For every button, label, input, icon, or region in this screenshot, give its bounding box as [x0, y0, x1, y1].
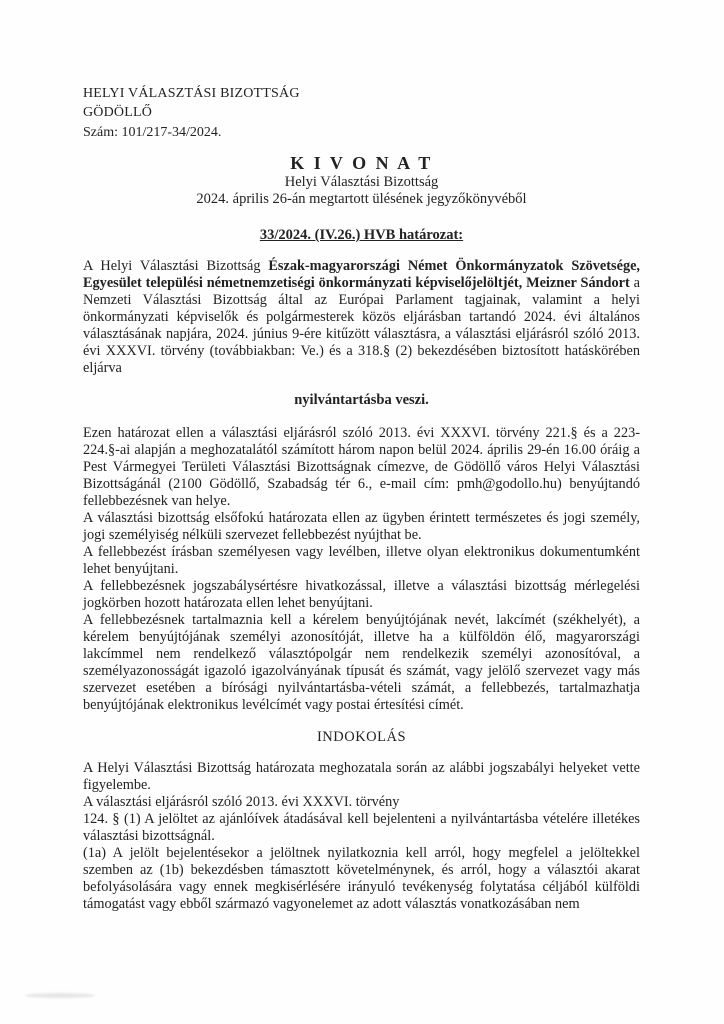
letterhead [83, 84, 640, 142]
appeal-paragraph: A fellebbezést írásban személyesen vagy levélben, illetve olyan elektronikus dokumentumként lehet benyújtani. [83, 544, 640, 577]
reasoning-section [83, 760, 640, 913]
scan-artifact [25, 993, 95, 998]
document-content [83, 84, 640, 913]
appeal-paragraph: A választási bizottság elsőfokú határozata ellen az ügyben érintett természetes és jogi személy, jogi személyiség nélküli szervezet fellebbezést nyújthat be. [83, 510, 640, 543]
reasoning-paragraph: 124. § (1) A jelöltet az ajánlóívek átadásával kell bejelenteni a nyilvántartásba vételére illetékes választási bizottságnál. [83, 811, 640, 844]
title-block [83, 152, 640, 208]
decision-heading [83, 226, 640, 244]
appeal-paragraph: A fellebbezésnek tartalmaznia kell a kérelem benyújtójának nevét, lakcímét (székhelyét), a kérelem benyújtójának személyi azonosítóját, illetve ha a külföldön élő, magyarországi lakcímmel nem rendelkező választópolgár nem rendelkezik személyi azonosítóval, a személyazonosságát igazoló igazolványának típusát és számát, vagy jelölő szervezet vagy más szervezet esetében a bírósági nyilvántartásba-vételi számát, a fellebbezés, tartalmazhatja benyújtójának elektronikus levélcímét vagy postai értesítési címét. [83, 612, 640, 713]
extract-title: K I V O N A T [290, 153, 433, 173]
decision-continuation: a Nemzeti Választási Bizottság által az Európai Parlament tagjainak, valamint a helyi önkormányzati képviselők és polgármesterek közös eljárásban tartandó 2024. évi általános választásának napjára, 2024. június 9-ére kitűzött választásra, a választási eljárásról szóló 2013. évi XXXVI. törvény (továbbiakban: Ve.) és a 318.§ (2) bekezdésében biztosított hatáskörében eljárva [83, 275, 640, 376]
appeal-section [83, 425, 640, 714]
reasoning-heading: INDOKOLÁS [316, 729, 407, 745]
reasoning-paragraph: (1a) A jelölt bejelentésekor a jelöltnek nyilatkoznia kell arról, hogy megfelel a jelöltekkel szemben az (1b) bekezdésben támasztott követelménynek, és arról, hogy a választói akarat befolyásolására vagy ennek megkisérlésére irányuló tevékenység folytatása céljából külföldi támogatást vagy ebből származó vagyonelemet az adott választás vonatkozásában nem [83, 845, 640, 912]
reasoning-paragraph: A választási eljárásról szóló 2013. évi XXXVI. törvény [83, 794, 400, 810]
operative-clause: nyilvántartásba veszi. [294, 392, 429, 408]
candidate-organization-bold: Észak-magyarországi Német Önkormányzatok Szövetsége, Egyesület települési németnemzetiségi önkormányzati képviselőjelöltjét, Meizner Sándort [83, 258, 641, 291]
appeal-paragraph: A fellebbezésnek jogszabálysértésre hivatkozással, illetve a választási bizottság mérlegelési jogkörben hozott határozata ellen lehet benyújtani. [83, 578, 640, 611]
document-number: Szám: 101/217-34/2024. [83, 125, 222, 140]
decision-paragraph [83, 258, 640, 377]
appeal-paragraph: Ezen határozat ellen a választási eljárásról szóló 2013. évi XXXVI. törvény 221.§ és a 223-224.§-ai alapján a meghozatalától számított három napon belül 2024. április 29-én 16.00 óráig a Pest Vármegyei Területi Választási Bizottságnak címezve, de Gödöllő város Helyi Választási Bizottságánál (2100 Gödöllő, Szabadság tér 6., e-mail cím: pmh@godollo.hu) benyújtandó fellebbezésnek van helye. [83, 425, 640, 509]
decision-heading-text: 33/2024. (IV.26.) HVB határozat: [259, 227, 464, 243]
reasoning-paragraph: A Helyi Választási Bizottság határozata meghozatala során az alábbi jogszabályi helyeket vette figyelembe. [83, 760, 640, 793]
extract-subtitle-committee: Helyi Választási Bizottság [284, 174, 439, 190]
org-city: GÖDÖLLŐ [83, 105, 153, 120]
extract-subtitle-session: 2024. április 26-án megtartott ülésének jegyzőkönyvéből [196, 191, 527, 207]
org-name: HELYI VÁLASZTÁSI BIZOTTSÁG [83, 86, 300, 101]
decision-intro: A Helyi Választási Bizottság [83, 258, 269, 274]
